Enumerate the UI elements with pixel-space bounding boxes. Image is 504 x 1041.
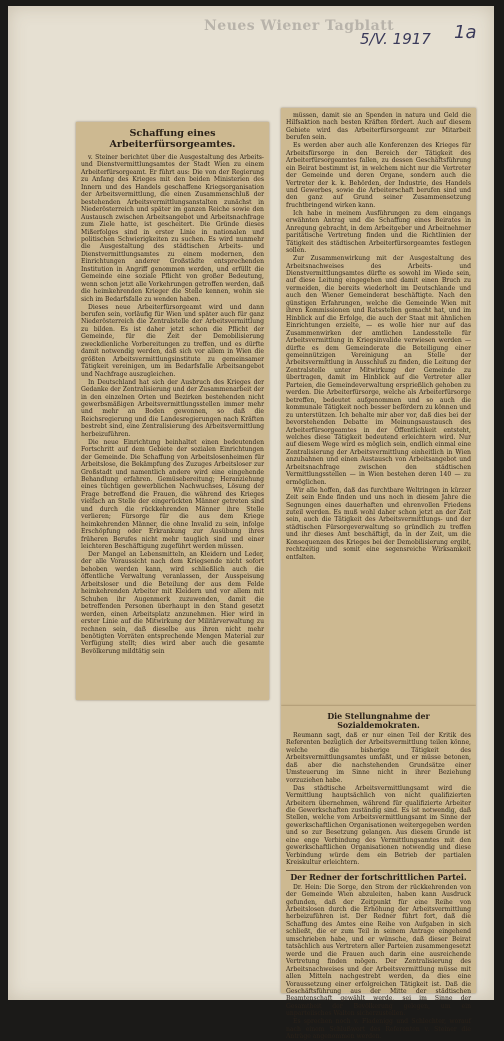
article-paragraph: Der Mangel an Lebensmitteln, an Kleidern und Leder, der alle Voraussicht nach dem Kriegsende nicht sofort behoben werden kann, wird schließlich auch die öffentliche Verwaltung veranlassen, der Ausspeisung Arbeitsloser und die Beteilung der aus dem Felde heimkehrenden Arbeiter mit Kleidern und vor allem mit Schuhen ihr Augenmerk zuzuwenden, damit die betreffenden Personen überhaupt in den Stand gesetzt werden, einen Arbeitsplatz anzunehmen. Hier wird in erster Linie auf die Mitwirkung der Militärverwaltung zu rechnen sein, daß dieselbe aus ihren nicht mehr benötigten Vorräten entsprechende Mengen Material zur Verfügung stellt; dies wird aber auch die gesamte Bevölkerung mildtätig sein: [81, 551, 264, 655]
article-headline: Schaffung eines Arbeiterfürsorgeamtes.: [109, 128, 236, 150]
article-paragraph: In Deutschland hat sich der Ausbruch des Krieges der Gedanke der Zentralisierung und der Zusammenarbeit der in den einzelnen Orten und Bezirken bestehenden nicht gewerbsmäßigen Arbeitsvermittlungsstellen immer mehr und mehr an Boden gewonnen, so daß die Reichsregierung und die Landesregierungen nach Kräften bestrebt sind, eine Zentralisierung des Arbeitsvermittlung herbeizuführen.: [81, 378, 264, 438]
article-paragraph: Das städtische Arbeitsvermittlungsamt wird die Vermittlung hauptsächlich von nicht qualifizierten Arbeitern übernehmen, während für qualifizierte Arbeiter die Gewerkschaften zuständig sind. Es ist notwendig, daß Stellen, welche vom Arbeitsvermittlungsamt im Sinne der gewerkschaftlichen Organisationen weitergegeben werden und so zur Besetzung gelangen. Aus diesem Grunde ist eine enge Verbindung des Vermittlungsamtes mit den gewerkschaftlichen Organisationen notwendig und diese Verbindung würde dem ein Betrieb der partialen Kreiskultur erleichtern.: [286, 784, 471, 867]
clipping-right-column-top: [281, 108, 476, 706]
article-paragraph: Die neue Einrichtung beinhaltet einen bedeutenden Fortschritt auf dem Gebiete der sozialen Einrichtungen der Gemeinde. Die Schaffung von Arbeitslosenheimen für Arbeitslose, die Bekämpfung des Zuzuges Arbeitsloser zur Großstadt und namentlich andere wird eine eingehende Behandlung erfahren. Gemüsebereitung; Heranziehung eines tüchtigen gewerblichen Nachwuchses, Lösung der Frage betreffend die Frauen, die während des Krieges vielfach an Stelle der eingerückten Männer getreten sind und durch die rückkehrenden Männer ihre Stelle verlieren; Fürsorge für die aus dem Kriege heimkehrenden Männer, die ohne Invalid zu sein, infolge Erschöpfung oder Erkrankung zur Ausübung ihres früheren Berufes nicht mehr tauglich sind und einer leichteren Beschäftigung zugeführt werden müssen.: [81, 438, 264, 551]
article-paragraph: Zur Zusammenwirkung mit der Ausgestaltung des Arbeitsnachweises des Arbeits- und Dienstvermittlungsamtes dürfte es sowohl im Wiede sein, auf diese Leitung eingegehen und damit einen Bruch zu vermeiden, die bereits wiederholt im Deutschlande und auch den Wiener Gemeinderat beschäftigte. Nach den günstigen Erfahrungen, welche die Gemeinde Wien mit ihren Kommissionen und Ratsstellen gemacht hat, und im Hinblick auf die Erfolge, die auch der Staat mit ähnlichen Einrichtungen erzielte, — es wolle hier nur auf das Zusammenwirken der amtlichen Landesstelle für Arbeitsvermittlung in Kriegsinvalide verwiesen werden — dürfte es dem Gemeinderate die Beteiligung einer gemeinnützigen Vereinigung an Stelle der Arbeitsvermittlung in Ausschluß zu finden, die Leitung der Zentralstelle unter Mitwirkung der Gemeinde zu übertragen, damit im Hinblick auf die Vertreter aller Parteien, die Gemeindeverwaltung ersprießlich gehoben zu werden. Die Arbeiterfürsorge, welche als Arbeiterfürsorge betreffen, bedeutet aufgenommen und so auch die kommunale Tätigkeit noch besser befördern zu können und zu unterstützen. Ich behalte mir aber vor, daß dies bei der bevorstehenden Debatte im Meinungsaustausch des Arbeiterfürsorgeamtes in der Öffentlichkeit entsteht, welches diese Tätigkeit bedeutend erleichtern wird. Nur auf diesem Wege wird es möglich sein, endlich einmal eine Zentralisierung der Arbeitsvermittlung einheitlich in Wien anzubahnen und einen Austausch von Arbeitsangebot und Arbeitsnachfrage zwischen den städtischen Vermittlungsstellen — in Wien bestehen deren 140 — zu ermöglichen.: [286, 255, 471, 486]
article-paragraph: Es werden aber auch alle Konferenzen des Krieges für Arbeitsfürsorge in den Bereich der Tätigkeit des Arbeiterfürsorgeamtes fallen, zu dessen Geschäftsführung ein Beirat bestimmt ist, in welchem nicht nur die Vertreter der Gemeinde und deren Organe, sondern auch die Vertreter der k. k. Behörden, der Industrie, des Handels und Gewerbes, sowie die Arbeiterschaft berufen sind und den ganz auf Grund seiner Zusammensetzung fruchtbringend wirken kann.: [286, 142, 471, 209]
handwritten-date: 5/V. 1917: [360, 30, 431, 48]
article-paragraph: müssen, damit sie an Spenden in natura und Geld die Hilfsaktion nach besten Kräften fördert. Auch auf diesem Gebiete wird das Arbeiterfürsorgeamt zur Mitarbeit berufen sein.: [286, 112, 471, 142]
article-paragraph: Reumann sagt, daß er nur einen Teil der Kritik des Referenten bezüglich der Arbeitsvermittlung teilen könne, welche die bisherige Tätigkeit des Arbeitsvermittlungsamtes umfaßt, und er müsse betonen, daß aber die nachstehenden Grundsätze einer Umsteuerung im Sinne nicht in ihrer Beziehung vorzuziehen habe.: [286, 732, 471, 784]
article-paragraph: Ich habe in meinem Ausführungen zu dem eingangs erwähnten Antrag und die Schaffung eines Beirates in Anregung gebracht, in dem Arbeitgeber und Arbeitnehmer paritätische Vertretung finden und die Richtlinien der Tätigkeit des städtischen Arbeiterfürsorgeamtes festlegen sollen.: [286, 209, 471, 255]
clipping-right-column-bottom: [281, 706, 476, 1041]
section-divider: [286, 870, 471, 871]
article-paragraph: Dr. Hein: Die Sorge, den Strom der rückkehrenden von der Gemeinde Wien abzuleiten, haben kann Ausdruck gefunden, daß der Zeitpunkt für eine Reihe von Arbeitslosen durch die Erhöhung der Arbeitsvermittlung herbeizuführen ist. Der Redner führt fort, daß die Schaffung des Amtes eine Reihe von Aufgaben in sich schließt, die er zum Teil in seinem Antrage eingehend umschrieben habe, und er wünsche, daß dieser Beirat tatsächlich aus Vertretern aller Parteien zusammengesetzt werde und die Frauen auch darin eine ausreichende Vertretung finden mögen. Der Zentralisierung des Arbeitsnachweises und der Arbeitsvermittlung müsse mit allen Mitteln nachgestrebt werden, da dies eine Voraussetzung einer erfolgreichen Tätigkeit ist. Daß die Geschäftsführung aus der Mitte der städtischen Beamtenschaft gewählt werde, sei im Sinne der Gesamtheit der Bevölkerung gelegen, um ein unparteiisches Walten sicherzustellen.: [286, 883, 471, 1018]
article-paragraph: Dieses neue Arbeiterfürsorgeamt wird und dann berufen sein, vorläufig für Wien und später auch für ganz Niederösterreich die Zentralstelle der Arbeitsvermittlung zu bilden. Es ist daher jetzt schon die Pflicht der Gemeinde, für die Zeit der Demobilisierung zweckdienliche Vorbereitungen zu treffen, und es dürfte damit notwendig werden, daß sich vor allem in Wien die größten Arbeitsvermittlungsinstitute zu gemeinsamer Tätigkeit vereinigen, um im Bedarfsfalle Arbeitsangebot und Nachfrage auszugleichen.: [81, 303, 264, 378]
handwritten-page-number: 1a: [454, 22, 477, 43]
section-subhead-progressive-party: Der Redner der fortschrittlichen Partei.: [290, 872, 467, 882]
article-paragraph: Es sprechen noch v. Fladenigg und Schlechter, worauf nach einem Schlußwort des Referenten v. Steiner die Anträge angenommen werden.: [286, 1018, 471, 1041]
section-subhead-social-democrats: Die Stellungnahme der Sozialdemokraten.: [327, 712, 430, 730]
newspaper-masthead: Neues Wiener Tagblatt: [204, 18, 395, 34]
article-paragraph: v. Steiner berichtet über die Ausgestaltung des Arbeits- und Dienstvermittlungsamtes der Stadt Wien zu einem Arbeiterfürsorgeamt. Er führt aus: Die von der Regierung zu Anfang des Krieges mit den beiden Ministerien des Innern und des Handels geschaffene Kriegsorganisation der Arbeitsvermittlung, die einen Zusammenschluß der bestehenden Arbeitsvermittlungsanstalten zunächst in Niederösterreich und später im ganzen Reiche sowie den Austausch zwischen Arbeitsangebot und Arbeitsnachfrage zum Ziele hatte, ist gescheitert. Die Gründe dieses Mißerfolges sind in erster Linie in nationalen und politischen Schwierigkeiten zu suchen. Es wird nunmehr die Ausgestaltung des städtischen Arbeits- und Dienstvermittlungsamtes zu einem modernen, den Einrichtungen anderer Großstädte entsprechenden Institution in Angriff genommen werden, und erfüllt die Gemeinde eine soziale Pflicht von großer Bedeutung, wenn schon jetzt alle Vorkehrungen getroffen werden, daß die heimkehrenden Krieger die Stelle kennen, wohin sie sich im Bedarfsfalle zu wenden haben.: [81, 154, 264, 303]
article-paragraph: Wir alle hoffen, daß das furchtbare Weltringen in kürzer Zeit sein Ende finden und uns noch in diesem Jahre die Segnungen eines dauerhaften und ehrenvollen Friedens zuteil werden. Es muß wohl daher schon jetzt an der Zeit sein, auch die Tätigkeit des Arbeitsvermittlungs- und der städtischen Fürsorgeverwaltung so gründlich zu treffen und ihr dieses Amt beschäftigt, da in der Zeit, um die Konsequenzen des Krieges bei der Demobilisierung ergibt, rechtzeitig und somit eine segensreiche Wirksamkeit entfalten.: [286, 486, 471, 561]
clipping-left-column: [76, 122, 269, 700]
